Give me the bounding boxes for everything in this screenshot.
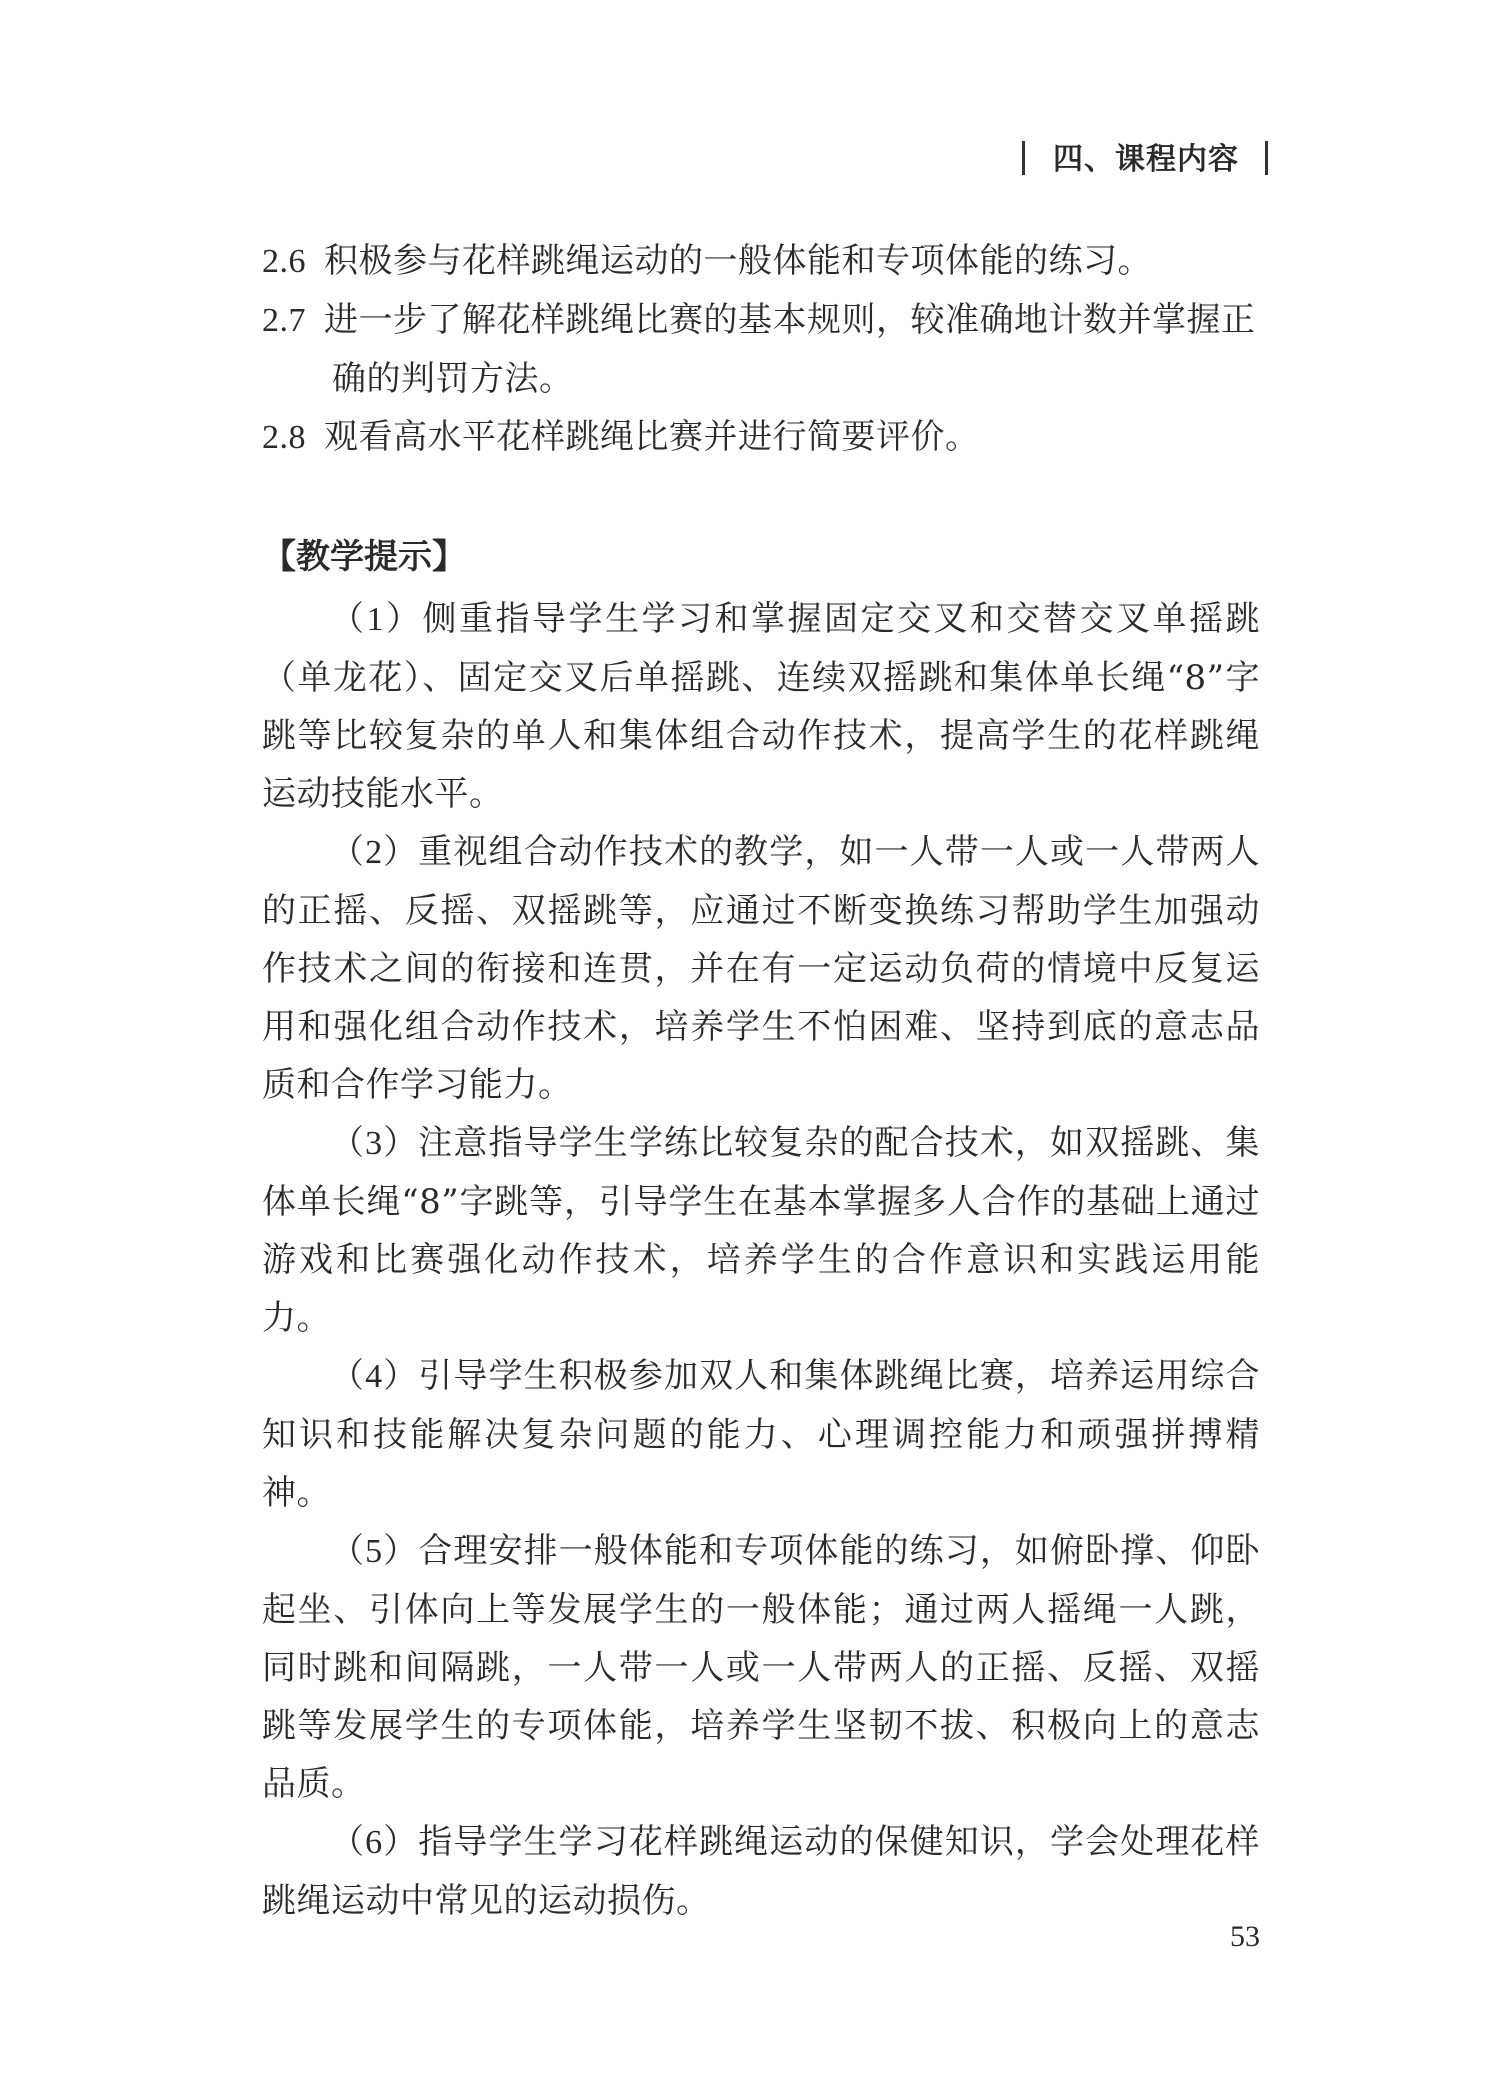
tip-paragraph bbox=[262, 1114, 1260, 1347]
goal-item bbox=[262, 408, 1260, 467]
tip-text: 注意指导学生学练比较复杂的配合技术，如双摇跳、集体单长绳“8”字跳等，引导学生在基本掌握多人合作的基础上通过游戏和比赛强化动作技术，培养学生的合作意识和实践运用能力。 bbox=[262, 1123, 1261, 1338]
tip-text: 侧重指导学生学习和掌握固定交叉和交替交叉单摇跳（单龙花）、固定交叉后单摇跳、连续双摇跳和集体单长绳“8”字跳等比较复杂的单人和集体组合动作技术，提高学生的花样跳绳运动技能水平。 bbox=[262, 599, 1260, 814]
page-number: 53 bbox=[1230, 1920, 1260, 1953]
tip-marker: （1） bbox=[330, 601, 423, 638]
tip-marker: （5） bbox=[330, 1533, 419, 1570]
goal-number: 2.6 bbox=[262, 243, 306, 280]
tip-marker: （6） bbox=[330, 1824, 419, 1861]
tip-paragraph bbox=[262, 1347, 1260, 1522]
tip-text: 合理安排一般体能和专项体能的练习，如俯卧撑、仰卧起坐、引体向上等发展学生的一般体能；通过两人摇绳一人跳，同时跳和间隔跳，一人带一人或一人带两人的正摇、反摇、双摇跳等发展学生的专项体能，培养学生坚韧不拔、积极向上的意志品质。 bbox=[262, 1531, 1261, 1804]
goal-number: 2.8 bbox=[262, 419, 306, 456]
tips-list bbox=[262, 590, 1260, 1930]
goal-item bbox=[262, 232, 1260, 291]
tip-marker: （4） bbox=[330, 1358, 419, 1395]
goal-item bbox=[262, 291, 1260, 408]
goal-number: 2.7 bbox=[262, 302, 306, 339]
goals-list bbox=[262, 232, 1260, 467]
header-divider-right bbox=[1265, 141, 1268, 175]
tip-paragraph bbox=[262, 590, 1260, 823]
section-title: 【教学提示】 bbox=[262, 537, 466, 577]
tip-paragraph bbox=[262, 1522, 1260, 1813]
tip-marker: （3） bbox=[330, 1125, 419, 1162]
goal-text: 进一步了解花样跳绳比赛的基本规则，较准确地计数并掌握正确的判罚方法。 bbox=[324, 300, 1256, 399]
tip-text: 指导学生学习花样跳绳运动的保健知识，学会处理花样跳绳运动中常见的运动损伤。 bbox=[262, 1822, 1261, 1921]
running-header bbox=[1022, 138, 1268, 182]
tip-text: 重视组合动作技术的教学，如一人带一人或一人带两人的正摇、反摇、双摇跳等，应通过不断变换练习帮助学生加强动作技术之间的衔接和连贯，并在有一定运动负荷的情境中反复运用和强化组合动作技术，培养学生不怕困难、坚持到底的意志品质和合作学习能力。 bbox=[262, 832, 1261, 1105]
running-title: 四、课程内容 bbox=[1053, 142, 1239, 177]
header-divider-left bbox=[1022, 141, 1025, 175]
goal-text: 积极参与花样跳绳运动的一般体能和专项体能的练习。 bbox=[324, 241, 1152, 281]
tip-marker: （2） bbox=[330, 834, 419, 871]
tip-paragraph bbox=[262, 823, 1260, 1114]
tip-paragraph bbox=[262, 1813, 1260, 1930]
goal-text: 观看高水平花样跳绳比赛并进行简要评价。 bbox=[324, 417, 980, 457]
tip-text: 引导学生积极参加双人和集体跳绳比赛，培养运用综合知识和技能解决复杂问题的能力、心理调控能力和顽强拼搏精神。 bbox=[262, 1356, 1261, 1513]
